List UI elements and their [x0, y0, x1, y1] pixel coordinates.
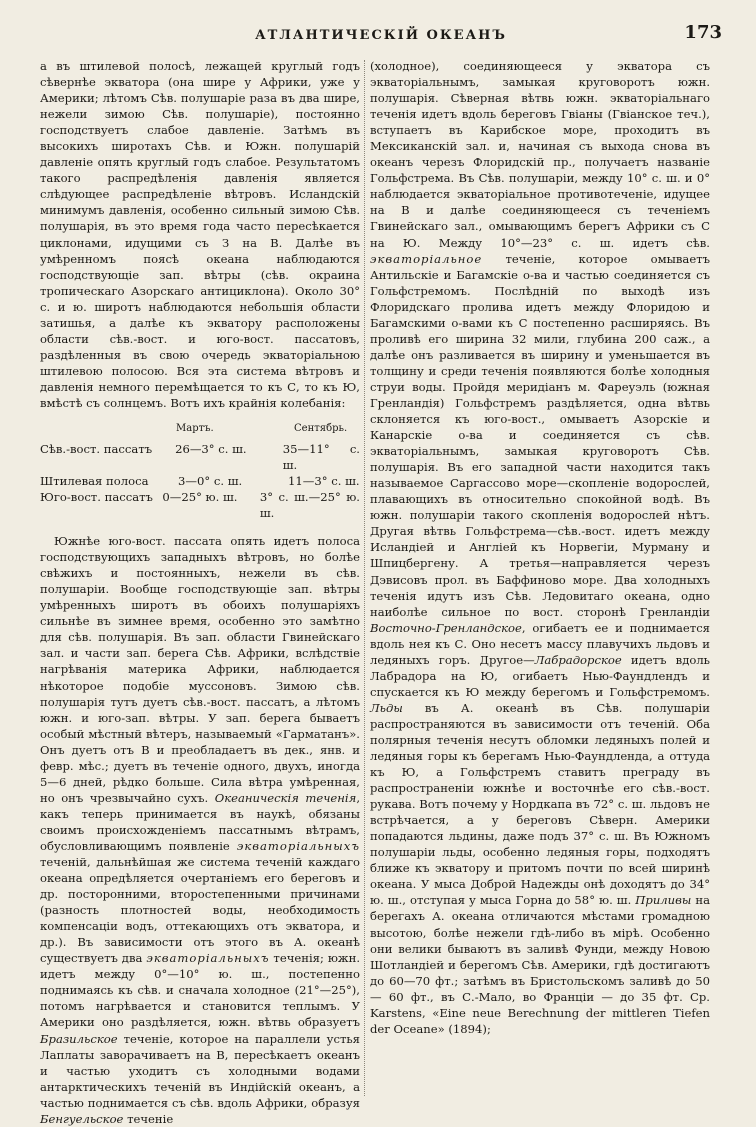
table-row-label: Юго-вост. пассатъ: [40, 490, 153, 505]
term-equatorial: экваторіальныхъ: [146, 951, 270, 966]
text-run: , огибаетъ ее и поднимается вдоль нея къ С. Оно несетъ массу плавучихъ льдовъ и ледяныхъ горъ. Другое—: [370, 620, 710, 667]
table-row-label: Сѣв.-вост. пассатъ: [40, 442, 153, 457]
table-cell-march: 0—25° ю. ш.: [162, 490, 238, 505]
text-run: теченіе, которое на параллели устья Лаплаты заворачиваетъ на В, пересѣкаетъ океанъ и частью уходитъ съ холодными водами антарктическихъ теченій въ Индійскій океанъ, а частью поднимается съ сѣв. вдоль Африки, образуя: [40, 1031, 360, 1110]
table-row: [40, 441, 360, 473]
text-run: , какъ теперь принимается въ наукѣ, обязаны своимъ происхожденіемъ пассатнымъ вѣтрамъ, обусловливающимъ появленіе: [40, 790, 360, 853]
text-run: въ А. океанѣ въ Сѣв. полушаріи распространяются въ зависимости отъ теченій. Оба полярныя теченія несутъ обломки ледяныхъ полей и ледяныя горы къ берегамъ Нью-Фаундленда, а оттуда къ Ю, а Гольфстремъ ставитъ преграду въ распространеніи южнѣе и восточнѣе его сѣв.-вост. рукава. Вотъ почему у Нордкапа въ 72° с. ш. льдовъ не встрѣчается, а у береговъ Сѣверн. Америки попадаются льдины, даже подъ 37° с. ш. Въ Южномъ полушаріи льды, особенно ледяныя горы, подходятъ ближе къ экватору и притомъ почти по всей ширинѣ океана. У мыса Доброй Надежды онѣ доходятъ до 34° ю. ш., отступая у мыса Горна до 58° ю. ш.: [370, 700, 710, 908]
page-header: [40, 22, 722, 50]
running-title: АТЛАНТИЧЕСКІЙ ОКЕАНЪ: [255, 28, 507, 43]
text-run: на берегахъ А. океана отличаются мѣстами громадною высотою, болѣе нежели гдѣ-либо въ мірѣ. Особенно они велики бываютъ въ заливѣ Фунди, между Новою Шотландіей и берегомъ Сѣв. Америки, гдѣ достигаютъ до 60—70 фт.; затѣмъ въ Бристольскомъ заливѣ до 50 — 60 фт., въ С.-Мало, во Франціи — до 35 фт. Ср. Karstens, «Eine neue Berechnung der mittleren Tiefen der Oceane» (1894);: [370, 893, 711, 1036]
text-run: (холодное), соединяющееся у экватора съ экваторіальнымъ, замыкая круговоротъ южн. полушарія. Сѣверная вѣтвь южн. экваторіальнаго теченія идетъ вдоль береговъ Гвіаны (Гвіанское теч.), вступаетъ въ Карибское море, проходитъ въ Мексиканскій зал. и, начиная съ выхода снова въ океанъ черезъ Флоридскій пр., получаетъ названіе Гольфстрема. Въ Сѣв. полушаріи, между 10° с. ш. и 0° наблюдается экваторіальное противотеченіе, идущее на В и далѣе соединяющееся съ теченіемъ Гвинейскаго зал., омывающимъ берегъ Африки съ С на Ю. Между 10°—23° с. ш. идетъ сѣв.: [370, 59, 710, 250]
text-run: идетъ вдоль Лабрадора на Ю, огибаетъ Нью-Фаундлендъ и спускается къ Ю между берегомъ и Гольфстремомъ.: [370, 652, 710, 699]
table-header-march: Мартъ.: [176, 423, 214, 435]
text-run: теченіе: [123, 1111, 174, 1126]
paragraph-currents: [40, 533, 360, 1127]
table-cell-september: 35—11° с. ш.: [282, 442, 360, 473]
term-ice: Льды: [370, 700, 403, 715]
shift-table: [40, 421, 360, 521]
term-east-greenland-current: Восточно-Гренландское: [370, 620, 522, 635]
paragraph-currents-continued: [370, 58, 710, 1037]
text-run: теченія; южн. идетъ между 0°—10° ю. ш., постепенно поднимаясь къ сѣв. и сначала холодное (21°—25°), потомъ нагрѣвается и становится теплымъ. У Америки оно раздѣляется, южн. вѣтвь образуетъ: [40, 951, 361, 1030]
term-equatorial: экваторіальныхъ: [236, 838, 360, 853]
table-header: [40, 421, 360, 437]
table-row: [40, 489, 360, 521]
right-column: [370, 58, 710, 1102]
text-run: теченіе, которое омываетъ Антильскіе и Багамскіе о-ва и частью соединяется съ Гольфстремомъ. Послѣдній по выходѣ изъ Флоридскаго пролива идетъ между Флоридою и Багамскими о-вами къ С постепенно расширяясь. Въ проливѣ его ширина 32 мили, глубина 200 саж., а далѣе онъ разливается въ ширину и уменьшается въ толщину и среди теченія появляются болѣе холодныя струи воды. Пройдя меридіанъ м. Фареуэль (южная Гренландія) Гольфстремъ раздѣляется, одна вѣтвь склоняется къ юго-вост., омываетъ Азорскіе и Канарскіе о-ва и соединяется съ сѣв. экваторіальнымъ, замыкая круговоротъ Сѣв. полушарія. Въ его западной части находится такъ называемое Саргассово море—скопленіе водорослей, плавающихъ въ относительно спокойной водѣ. Въ южн. полушаріи такого скопленія водорослей нѣтъ. Другая вѣтвь Гольфстрема—сѣв.-вост. идетъ между Исландіей и Англіей къ Норвегіи, Мурману и Шпицбергену. А третья—направляется черезъ Дэвисовъ прол. въ Баффиново море. Два холодныхъ теченія идутъ изъ Сѣв. Ледовитаго океана, одно наиболѣе сильное по вост. сторонѣ Гренландіи: [370, 251, 710, 619]
table-cell-september: 11—3° с. ш.: [288, 474, 360, 489]
term-labrador-current: Лабрадорское: [534, 652, 622, 667]
table-header-september: Сентябрь.: [294, 423, 348, 435]
left-column: [40, 58, 361, 1126]
column-divider: [364, 60, 365, 1096]
term-brazil-current: Бразильское: [40, 1031, 118, 1046]
text-run: теченій, дальнѣйшая же система теченій каждаго океана опредѣляется очертаніемъ его береговъ и др. посторонними, второстепенными причинами (разность плотностей воды, необходимость компенсаціи водъ, оттекающихъ отъ экватора, и др.). Въ зависимости отъ этого въ А. океанѣ существуетъ два: [40, 855, 360, 966]
paragraph-pressure-winds: а въ штилевой полосѣ, лежащей круглый годъ сѣвернѣе экватора (она шире у Африки, уже у Америки; лѣтомъ Сѣв. полушаріе раза въ два шире, нежели зимою Сѣв. полушаріе), постоянно господствуетъ слабое давленіе. Затѣмъ въ высокихъ широтахъ Сѣв. и Южн. полушарій давленіе опять круглый годъ слабое. Результатомъ такого распредѣленія давленія является слѣдующее распредѣленіе вѣтровъ. Исландскій минимумъ давленія, особенно сильный зимою Сѣв. полушарія, въ это время года часто пересѣкается циклонами, идущими съ З на В. Далѣе въ умѣренномъ поясѣ океана наблюдаются господствующіе зап. вѣтры (сѣв. окраина тропическаго Азорскаго антициклона). Около 30° с. и ю. широтъ наблюдаются небольшія области затишья, а далѣе къ экватору расположены области сѣв.-вост. и юго-вост. пассатовъ, раздѣленныя въ свою очередь экваторіальною штилевою полосою. Вся эта система вѣтровъ и давленія немного перемѣщается то къ С, то къ Ю, вмѣстѣ съ солнцемъ. Вотъ ихъ крайнія колебанія:: [40, 59, 360, 410]
term-equatorial: экваторіальное: [370, 251, 483, 266]
table-cell-march: 3—0° с. ш.: [178, 474, 243, 489]
table-row: [40, 473, 360, 489]
text-run: Южнѣе юго-вост. пассата опять идетъ полоса господствующихъ западныхъ вѣтровъ, но болѣе свѣжихъ и постоянныхъ, нежели въ сѣв. полушаріи. Вообще господствующіе зап. вѣтры умѣренныхъ широтъ въ обоихъ полушаріяхъ сильнѣе въ зимнее время, особенно это замѣтно для сѣв. полушарія. Въ зап. области Гвинейскаго зал. и части зап. берега Сѣв. Африки, вслѣдствіе нагрѣванія материка Африки, наблюдается нѣкоторое подобіе муссоновъ. Зимою сѣв. полушарія тутъ дуетъ сѣв.-вост. пассатъ, а лѣтомъ южн. и юго-зап. вѣтры. У зап. берега бываетъ особый мѣстный вѣтеръ, называемый «Гарматанъ». Онъ дуетъ отъ В и преобладаетъ въ дек., янв. и февр. мѣс.; дуетъ въ теченіе одного, двухъ, иногда 5—6 дней, рѣдко больше. Сила вѣтра умѣренная, но онъ чрезвычайно сухъ.: [40, 534, 360, 805]
table-cell-march: 26—3° с. ш.: [175, 442, 247, 457]
page-number: 173: [684, 22, 722, 43]
term-ocean-currents: Океаническія теченія: [214, 790, 357, 805]
table-row-label: Штилевая полоса: [40, 474, 149, 489]
term-tides: Приливы: [635, 893, 692, 908]
term-benguela-current: Бенгуельское: [40, 1111, 124, 1126]
table-cell-september: 3° с. ш.—25° ю. ш.: [259, 490, 360, 521]
